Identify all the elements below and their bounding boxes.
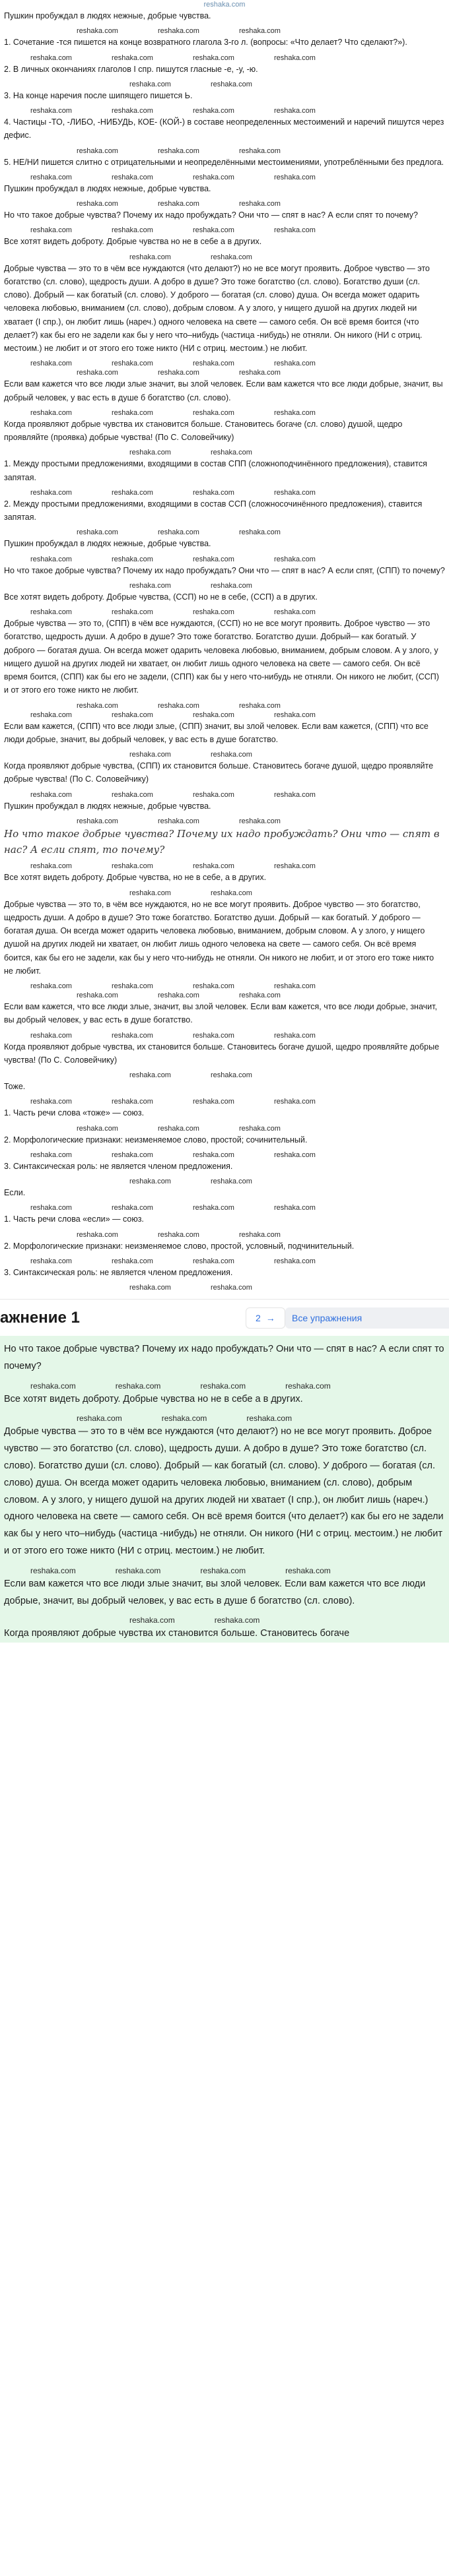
passage2-paragraph: Но что такое добрые чувства? Почему их надо пробуждать? Они что — спят в нас? А если спят, (СПП) то почему?: [4, 565, 445, 575]
site-header[interactable]: reshaka.com: [203, 1, 246, 9]
passage1-paragraph: Но что такое добрые чувства? Почему их надо пробуждать? Они что — спят в нас? А если спят то почему?: [4, 210, 418, 220]
rule-item: 4. Частицы -ТО, -ЛИБО, -НИБУДЬ, КОЕ- (КОЙ-) в составе неопределенных местоимений и наречий пишутся через дефис.: [4, 117, 444, 141]
watermark-row: reshaka.com reshaka.com reshaka.com: [77, 27, 281, 36]
highlighted-solution: [0, 1336, 449, 1643]
watermark-row: reshaka.com reshaka.com reshaka.com reshaka.com: [30, 1381, 331, 1391]
watermark-row: reshaka.com reshaka.com reshaka.com reshaka.com: [30, 173, 316, 181]
watermark-row: reshaka.com reshaka.com: [129, 751, 252, 759]
green-paragraph: Если вам кажется что все люди злые значит, вы злой человек. Если вам кажется что все люди добрые, значит, вы добрый человек, у вас есть в душе б богатство (сл. слово).: [4, 1578, 426, 1606]
watermark-row: reshaka.com reshaka.com reshaka.com reshaka.com: [30, 1204, 316, 1212]
watermark-row: reshaka.com reshaka.com reshaka.com reshaka.com: [30, 862, 316, 871]
watermark-row: reshaka.com reshaka.com reshaka.com reshaka.com: [30, 226, 316, 235]
all-exercises-button[interactable]: Все упражнения: [285, 1307, 449, 1329]
passage1-paragraph: Добрые чувства — это то в чём все нуждаются (что делают?) но не все могут проявить. Доброе чувство — это богатство (сл. слово), щедрость души. А добро в душе? Это тоже богатство (сл. слово). Богатство души (сл. слово). Добрый — как богатый (сл. слово). У доброго — богатая (сл. слово) душа. Он всегда может одарить человека любовью, вниманием (сл. слово), добрым словом. А у злого, у нищего душой на других людей ни хватает (I спр.), он любит лишь (нареч.) одного человека на свете — самого себя. Он всё время боится (что делает?) как бы его не задели как бы у него что–нибудь (частица -нибудь) не отняли. Он никого (НИ с отриц. местоим.) не любит и от этого его тоже никто (НИ с отриц. местоим.) не любит.: [4, 263, 430, 353]
passage3-title: Пушкин пробуждал в людях нежные, добрые чувства.: [4, 801, 211, 811]
arrow-right-icon: →: [265, 1313, 275, 1324]
watermark-row: reshaka.com reshaka.com reshaka.com: [77, 1230, 281, 1239]
task-item: 2. Между простыми предложениями, входящими в состав ССП (сложносочинённого предложения), ставится запятая.: [4, 499, 423, 522]
watermark-row: reshaka.com reshaka.com reshaka.com reshaka.com: [30, 608, 316, 616]
analysis-word: Тоже.: [4, 1082, 26, 1092]
analysis-item: 3. Синтаксическая роль: не является членом предложения.: [4, 1161, 233, 1171]
watermark-row: reshaka.com reshaka.com: [129, 80, 252, 88]
analysis-item: 1. Часть речи слова «если» — союз.: [4, 1214, 144, 1224]
watermark-row: reshaka.com reshaka.com reshaka.com reshaka.com: [30, 1031, 316, 1040]
rule-item: 2. В личных окончаниях глаголов I спр. пишутся гласные -е, -у, -ю.: [4, 64, 258, 74]
solution-content: [0, 9, 449, 1292]
watermark-row: reshaka.com reshaka.com reshaka.com reshaka.com: [30, 790, 316, 799]
passage2-paragraph: Когда проявляют добрые чувства, (СПП) их становится больше. Становитесь богаче душой, щедро проявляйте добрые чувства! (По С. Соловейчику): [4, 761, 434, 784]
watermark-row: reshaka.com reshaka.com reshaka.com: [77, 817, 281, 825]
passage1-title: Пушкин пробуждал в людях нежные, добрые чувства.: [4, 183, 211, 193]
exercise-title: ажнение 1: [0, 1308, 80, 1327]
watermark-row: reshaka.com reshaka.com: [129, 1284, 252, 1292]
passage3-paragraph: Но что такое добрые чувства? Почему их надо пробуждать? Они что — спят в нас? А если спят, то почему?: [4, 827, 440, 856]
passage2-title: Пушкин пробуждал в людях нежные, добрые чувства.: [4, 539, 211, 549]
watermark-row: reshaka.com reshaka.com reshaka.com reshaka.com: [30, 408, 316, 417]
green-paragraph: Все хотят видеть доброту. Добрые чувства но не в себе а в других.: [4, 1393, 303, 1404]
rule-item: 3. На конце наречия после шипящего пишется Ь.: [4, 90, 193, 100]
watermark-row: reshaka.com reshaka.com reshaka.com: [77, 1124, 281, 1133]
watermark-row: reshaka.com reshaka.com: [129, 253, 252, 261]
task-item: 1. Между простыми предложениями, входящими в состав СПП (сложноподчинённого предложения), ставится запятая.: [4, 459, 427, 482]
watermark-row: reshaka.com reshaka.com reshaka.com reshaka.com: [30, 1565, 331, 1575]
watermark-row: reshaka.com reshaka.com: [129, 1616, 260, 1625]
watermark-row: reshaka.com reshaka.com reshaka.com reshaka.com: [30, 488, 316, 497]
watermark-row: reshaka.com reshaka.com: [129, 581, 252, 590]
passage3-paragraph: Если вам кажется, что все люди злые, значит, вы злой человек. Если вам кажется, что все люди добрые, значит, вы добрый человек, у вас есть в душе богатство.: [4, 1002, 437, 1025]
passage2-paragraph: Все хотят видеть доброту. Добрые чувства, (ССП) но не в себе, (ССП) а в других.: [4, 592, 318, 602]
rule-item: 1. Сочетание -тся пишется на конце возвратного глагола 3-го л. (вопросы: «Что делает? Что сделают?»).: [4, 38, 407, 47]
passage3-paragraph: Когда проявляют добрые чувства, их становится больше. Становитесь богаче душой, щедро проявляйте добрые чувства! (По С. Соловейчику): [4, 1042, 440, 1065]
watermark-row: reshaka.com reshaka.com reshaka.com reshaka.com: [30, 710, 316, 719]
exercise-nav-bar: [0, 1299, 449, 1336]
watermark-row: reshaka.com reshaka.com reshaka.com reshaka.com: [30, 555, 316, 563]
watermark-row: reshaka.com reshaka.com reshaka.com reshaka.com: [30, 1150, 316, 1159]
analysis-item: 3. Синтаксическая роль: не является членом предложения.: [4, 1267, 233, 1277]
watermark-row: reshaka.com reshaka.com reshaka.com: [77, 1414, 293, 1424]
watermark-row: reshaka.com reshaka.com reshaka.com: [77, 146, 281, 155]
passage2-paragraph: Добрые чувства — это то, (СПП) в чём все нуждаются, (ССП) но не все могут проявить. Доброе чувство — это богатство, щедрость души. А добро в душе? Это тоже богатство. Богатство души. Добрый— как богатый. У доброго — богатая душа. Он всегда может одарить человека любовью, вниманием, добрым словом. А у злого, у нищего душой на других людей ни хватает, он любит лишь одного человека на свете — самого себя. Он всё время боится, (СПП) как бы его не задели, (СПП) как бы у него что-нибудь не отняли. Он никого не любит, (ССП) и от этого его тоже никто не любит.: [4, 619, 439, 695]
watermark-row: reshaka.com reshaka.com reshaka.com reshaka.com: [30, 982, 316, 991]
watermark-row: reshaka.com reshaka.com reshaka.com: [77, 991, 281, 1000]
watermark-row: reshaka.com reshaka.com reshaka.com: [77, 701, 281, 710]
watermark-row: reshaka.com reshaka.com reshaka.com: [77, 369, 281, 377]
watermark-row: reshaka.com reshaka.com reshaka.com: [77, 200, 281, 208]
green-paragraph: Добрые чувства — это то в чём все нуждаются (что делают?) но не все могут проявить. Доброе чувство — это богатство (сл. слово), щедрость души. А добро в душе? Это тоже богатство (сл. слово). Богатство души (сл. слово). Добрый — как богатый (сл. слово). У доброго — богатая (сл. слово) душа. Он всегда может одарить человека любовью, вниманием (сл. слово), добрым словом. А у злого, у нищего душой на других людей ни хватает (I спр.), он любит лишь (нареч.) одного человека на свете — самого себя. Он всё время боится (что делает?) как бы его не задели как бы у него что–нибудь (частица -нибудь) не отняли. Он никого (НИ с отриц. местоим.) не любит и от этого его тоже никто (НИ с отриц. местоим.) не любит.: [4, 1426, 444, 1557]
watermark-row: reshaka.com reshaka.com reshaka.com reshaka.com: [30, 107, 316, 115]
next-exercise-button[interactable]: [246, 1307, 285, 1329]
watermark-row: reshaka.com reshaka.com: [129, 889, 252, 897]
passage3-paragraph: Все хотят видеть доброту. Добрые чувства, но не в себе, а в других.: [4, 873, 267, 883]
analysis-item: 2. Морфологические признаки: неизменяемое слово, простой; сочинительный.: [4, 1135, 308, 1145]
passage1-paragraph: Когда проявляют добрые чувства их становится больше. Становитесь богаче (сл. слово) душой, щедро проявляйте (проявка) добрые чувства! (По С. Соловейчику): [4, 419, 403, 442]
watermark-row: reshaka.com reshaka.com reshaka.com reshaka.com: [30, 1098, 316, 1106]
passage1-paragraph: Если вам кажется что все люди злые значит, вы злой человек. Если вам кажется что все люди добрые, значит, вы добрый человек, у вас есть в душе б богатство (сл. слово).: [4, 379, 443, 402]
watermark-row: reshaka.com reshaka.com: [129, 1178, 252, 1186]
analysis-word: Если.: [4, 1188, 26, 1198]
watermark-row: reshaka.com reshaka.com reshaka.com reshaka.com: [30, 1257, 316, 1265]
green-paragraph: Но что такое добрые чувства? Почему их надо пробуждать? Они что — спят в нас? А если спят то почему?: [4, 1344, 444, 1371]
passage3-paragraph: Добрые чувства — это то, в чём все нуждаются, но не все могут проявить. Доброе чувство — это богатство, щедрость души. А добро в душе? Это тоже богатство. Богатство души. Добрый — как богатый. У доброго — богатая душа. Он всегда может одарить человека любовью, вниманием, добрым словом. А у злого, у нищего душой на других людей ни хватает, он любит лишь одного человека на свете — самого себя. Он всё время боится, как бы его не задели, как бы у него что-нибудь не отняли. Он никого не любит, и от этого его тоже никто не любит.: [4, 899, 434, 976]
rule-item: 5. НЕ/НИ пишется слитно с отрицательными и неопределёнными местоимениями, употреблёнными без предлога.: [4, 157, 444, 167]
watermark-row: reshaka.com reshaka.com reshaka.com reshaka.com: [30, 360, 316, 368]
next-exercise-label: 2: [256, 1313, 261, 1324]
passage1-paragraph: Все хотят видеть доброту. Добрые чувства но не в себе а в других.: [4, 237, 262, 247]
green-paragraph: Когда проявляют добрые чувства их становится больше. Становитесь богаче: [4, 1628, 350, 1639]
passage2-paragraph: Если вам кажется, (СПП) что все люди злые, (СПП) значит, вы злой человек. Если вам кажется, (СПП) что все люди добрые, значит, вы добрый человек, у вас есть в душе богатство.: [4, 721, 429, 744]
analysis-item: 1. Часть речи слова «тоже» — союз.: [4, 1108, 145, 1118]
rules-title: Пушкин пробуждал в людях нежные, добрые чувства.: [4, 11, 211, 20]
watermark-row: reshaka.com reshaka.com reshaka.com reshaka.com: [30, 53, 316, 62]
watermark-row: reshaka.com reshaka.com reshaka.com: [77, 528, 281, 537]
watermark-row: reshaka.com reshaka.com: [129, 449, 252, 457]
analysis-item: 2. Морфологические признаки: неизменяемое слово, простой, условный, подчинительный.: [4, 1241, 355, 1251]
watermark-row: reshaka.com reshaka.com: [129, 1071, 252, 1080]
